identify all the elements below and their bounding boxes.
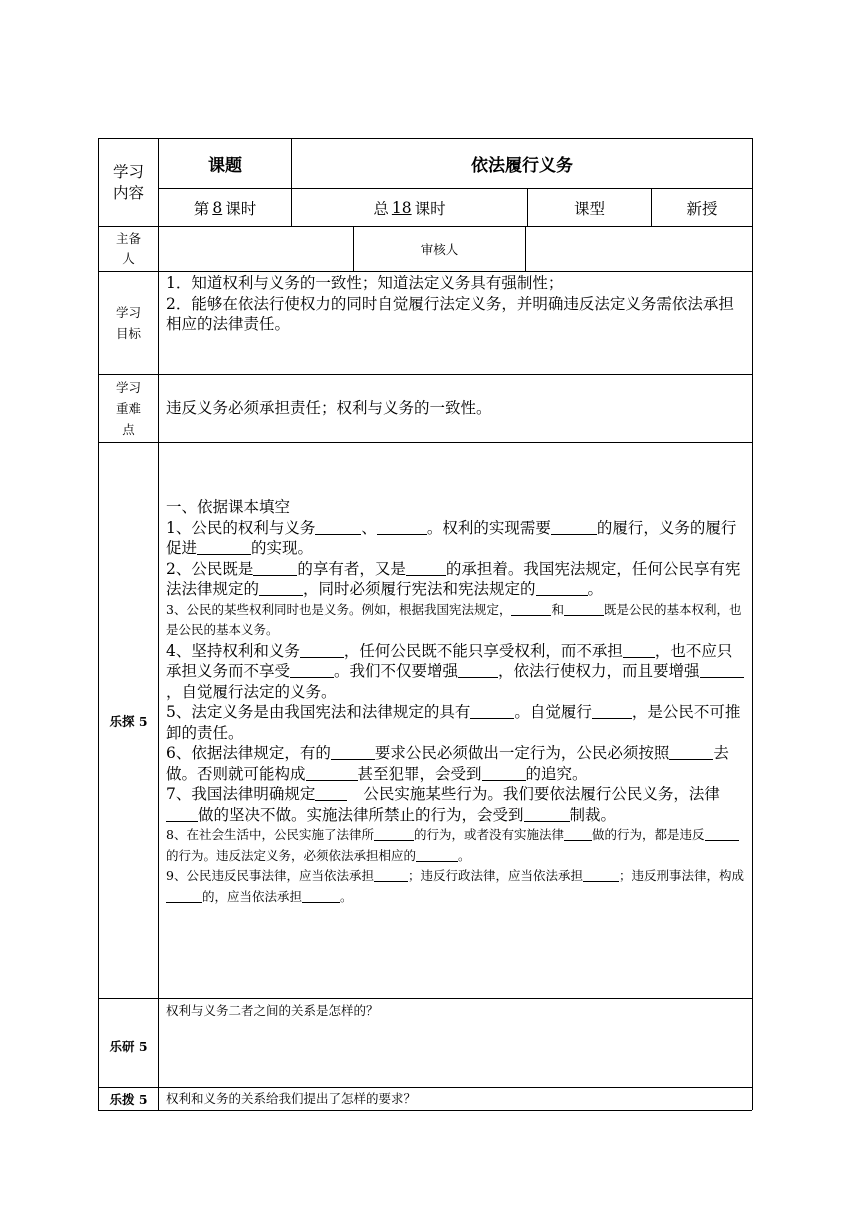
fill-blank[interactable]: [511, 602, 551, 616]
table-border: [158, 138, 159, 1110]
fill-blank[interactable]: [374, 869, 408, 883]
fill-blank[interactable]: [253, 559, 297, 576]
question-7: 7、我国法律明确规定 公民实施某些行为。我们要依法履行公民义务，法律做的坚决不做。实施法律所禁止的行为，会受到 制裁。: [166, 785, 720, 824]
topic-label: 课题: [208, 156, 242, 176]
fill-blank[interactable]: [458, 662, 498, 679]
objectives-content: [166, 273, 746, 335]
fill-blank[interactable]: [470, 703, 514, 720]
research-question: 权利与义务二者之间的关系是怎样的？: [166, 1003, 379, 1018]
question-2: 2、公民既是 的享有者，又是 的承担着。我国宪法规定，任何公民享有宪法法律规定的 ，同时必须履行宪法和宪法规定的 。: [166, 559, 741, 598]
lesson-number: 8: [212, 198, 223, 217]
lesson-suffix: 课时: [225, 199, 257, 218]
fill-blank[interactable]: [315, 785, 347, 802]
explore-heading: 一、依据课本填空: [166, 498, 291, 516]
objective-2: 2．能够在依法行使权力的同时自觉履行法定义务，并明确违反法定义务需依法承担相应的法律责任。: [166, 294, 734, 333]
fill-blank[interactable]: [583, 869, 619, 883]
explore-content: [166, 497, 746, 907]
lesson-type-label: 课型: [573, 199, 605, 218]
question-9: 9、公民违反民事法律，应当依法承担 ；违反行政法律，应当依法承担 ；违反刑事法律，构成的，应当依法承担 。: [166, 868, 744, 904]
topic-value: 依法履行义务: [471, 156, 573, 176]
table-border: [98, 998, 752, 999]
reviewer-label: 审核人: [420, 242, 459, 257]
question-5: 5、法定义务是由我国宪法和法律规定的具有 。自觉履行 ，是公民不可推卸的责任。: [166, 703, 741, 742]
table-border: [525, 226, 526, 271]
question-6: 6、依据法律规定，有的 要求公民必须做出一定行为，公民必须按照 去做。否则就可能构成 甚至犯罪，会受到 的追究。: [166, 744, 729, 783]
table-border: [98, 442, 752, 443]
table-border: [98, 374, 752, 375]
fill-blank[interactable]: [623, 641, 655, 658]
fill-blank[interactable]: [300, 641, 344, 658]
fill-blank[interactable]: [166, 805, 198, 822]
fill-blank[interactable]: [406, 559, 446, 576]
lesson-prefix: 第: [193, 199, 210, 218]
total-suffix: 课时: [414, 199, 446, 218]
total-number: 18: [391, 198, 412, 217]
objectives-label: 学习目标: [115, 305, 141, 341]
lesson-type-value: 新授: [686, 199, 718, 218]
table-border: [98, 1110, 752, 1111]
extend-label: 乐拨 5: [109, 1092, 148, 1107]
question-3: 3、公民的某些权利同时也是义务。例如，根据我国宪法规定， 和 既是公民的基本权利，也是公民的基本义务。: [166, 601, 742, 637]
fill-blank[interactable]: [564, 602, 604, 616]
explore-label: 乐探 5: [109, 713, 148, 729]
research-label: 乐研 5: [109, 1039, 148, 1054]
fill-blank[interactable]: [197, 539, 251, 556]
lesson-number-cell: [159, 189, 291, 226]
fill-blank[interactable]: [524, 805, 570, 822]
fill-blank[interactable]: [416, 848, 458, 862]
question-8: 8、在社会生活中，公民实施了法律所 的行为，或者没有实施法律 做的行为，都是违反的行为。违反法定义务，必须依法承担相应的 。: [166, 825, 746, 866]
extend-question: 权利和义务的关系给我们提出了怎样的要求？: [166, 1091, 417, 1106]
fill-blank[interactable]: [331, 744, 375, 761]
fill-blank[interactable]: [700, 662, 744, 679]
question-4: 4、坚持权利和义务 ，任何公民既不能只享受权利，而不承担 ，也不应只承担义务而不享受 。我们不仅要增强 ，依法行使权力，而且要增强，自觉履行法定的义务。: [166, 641, 746, 703]
question-1: 1、公民的权利与义务 、 。权利的实现需要 的履行，义务的履行促进 的实现。: [166, 518, 737, 557]
fill-blank[interactable]: [290, 662, 334, 679]
table-border: [98, 271, 752, 272]
fill-blank[interactable]: [302, 889, 340, 903]
fill-blank[interactable]: [564, 828, 592, 842]
total-lessons-cell: [292, 189, 527, 226]
fill-blank[interactable]: [705, 828, 739, 842]
preparer-label: 主备人: [115, 231, 141, 266]
key-points-text: 违反义务必须承担责任；权利与义务的一致性。: [166, 399, 492, 417]
study-content-label: 学习内容: [112, 162, 144, 202]
objective-1: 1．知道权利与义务的一致性；知道法定义务具有强制性；: [166, 274, 564, 292]
fill-blank[interactable]: [377, 518, 427, 535]
table-border: [752, 138, 753, 1110]
fill-blank[interactable]: [592, 703, 632, 720]
fill-blank[interactable]: [551, 518, 597, 535]
fill-blank[interactable]: [536, 580, 588, 597]
fill-blank[interactable]: [259, 580, 303, 597]
fill-blank[interactable]: [306, 764, 358, 781]
fill-blank[interactable]: [315, 518, 361, 535]
fill-blank[interactable]: [166, 889, 202, 903]
total-prefix: 总: [373, 199, 389, 218]
fill-blank[interactable]: [482, 764, 526, 781]
fill-blank[interactable]: [374, 828, 414, 842]
fill-blank[interactable]: [669, 744, 713, 761]
key-points-label: 学习重难点: [115, 380, 141, 437]
